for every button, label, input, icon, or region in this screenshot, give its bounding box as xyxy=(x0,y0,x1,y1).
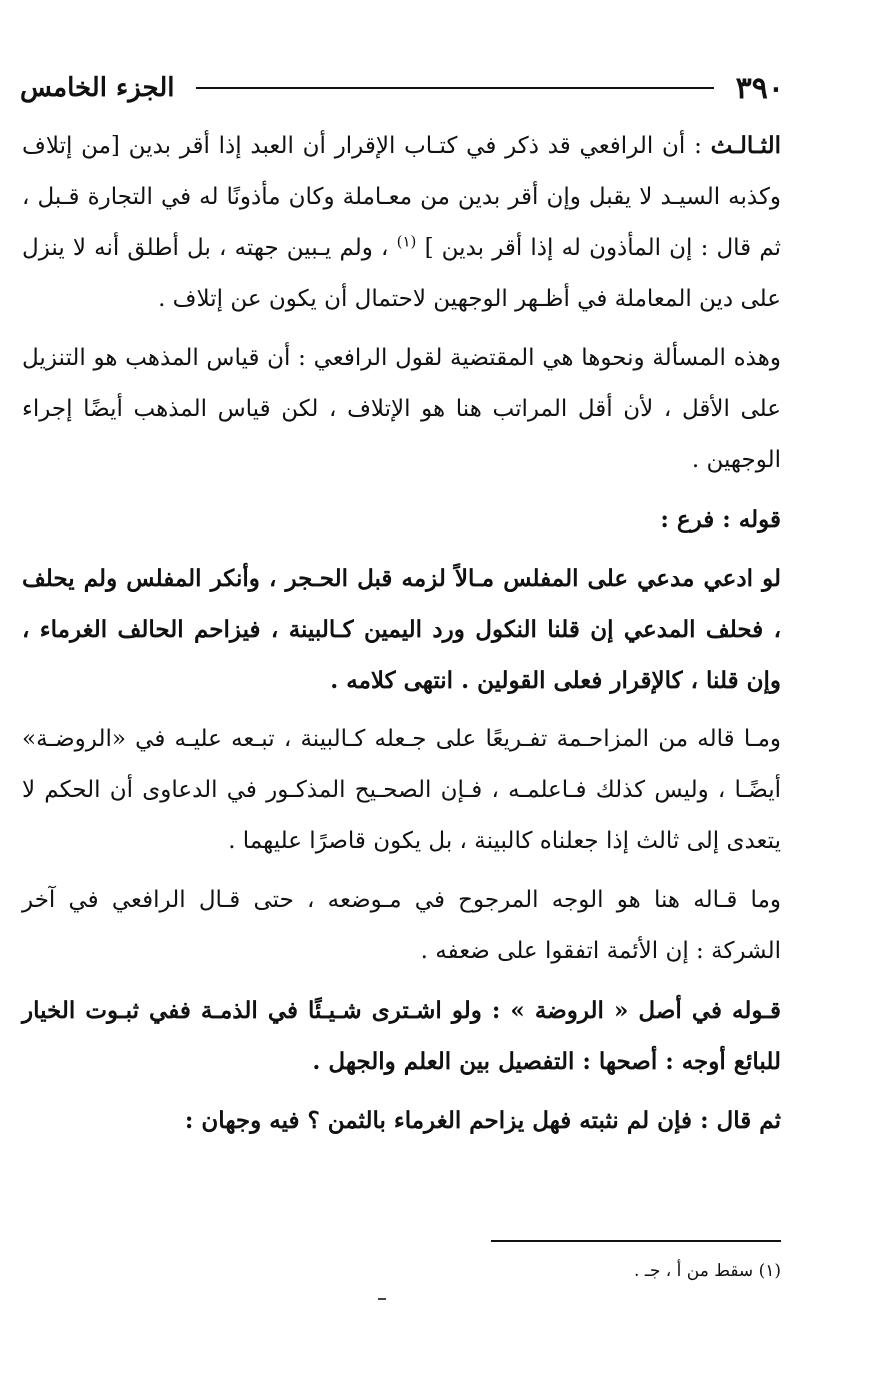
paragraph-2: وهذه المسألة ونحوها هي المقتضية لقول الرافعي : أن قياس المذهب هو التنزيل على الأقل ، لأن أقل المراتب هنا هو الإتلاف ، لكن قياس المذهب أيضًا إجراء الوجهين . xyxy=(22,345,781,473)
paragraph-7-quote: قـوله في أصل « الروضة » : ولو اشـترى شـيـئًا في الذمـة ففي ثبـوت الخيار للبائع أوجه : أصحها : التفصيل بين العلم والجهل . xyxy=(22,997,781,1075)
paragraph-5: ومـا قاله من المزاحـمة تفـريعًا على جـعله كـالبينة ، تبـعه عليـه في «الروضـة» أيضًـا ، وليس كذلك فـاعلمـه ، فـإن الصحـيح المذكـور في الدعاوى أن الحكم لا يتعدى إلى ثالث إذا جعلناه كالبينة ، بل يكون قاصرًا عليهما . xyxy=(22,726,781,854)
paragraph-4-quote: لو ادعي مدعي على المفلس مـالاً لزمه قبل الحـجر ، وأنكر المفلس ولم يحلف ، فحلف المدعي إن قلنا النكول ورد اليمين كـالبينة ، فيزاحم الحالف الغرماء ، وإن قلنا ، كالإقرار فعلى القولين . انتهى كلامه . xyxy=(22,565,781,694)
footnote: (١) سقط من أ ، جـ . xyxy=(634,1261,781,1281)
paragraph-8-quote: ثم قال : فإن لم نثبته فهل يزاحم الغرماء بالثمن ؟ فيه وجهان : xyxy=(184,1107,781,1134)
page-number: ٣٩٠ xyxy=(735,70,784,106)
footnote-reference: (١) xyxy=(396,232,417,251)
page-header xyxy=(20,64,784,112)
paragraph-3-heading: قوله : فرع : xyxy=(660,506,781,533)
footnote-rule xyxy=(491,1240,781,1242)
paragraph-1 xyxy=(22,120,781,325)
page-body xyxy=(22,120,781,1154)
print-mark xyxy=(378,1298,386,1300)
running-title: الجزء الخامس xyxy=(20,73,175,103)
paragraph-1-lead: الثـالـث xyxy=(710,132,782,159)
paragraph-6: وما قـاله هنا هو الوجه المرجوح في مـوضعه ، حتى قـال الرافعي في آخر الشركة : إن الأئمة اتفقوا على ضعفه . xyxy=(22,887,781,964)
paragraph-1-text: : أن الرافعي قد ذكر في كتـاب الإقرار أن العبد إذا أقر بدين [من إتلاف وكذبه السيـد لا يقبل وإن أقر بدين من معـاملة وكان مأذونًا له في التجارة قـبل ، ثم قال : إن المأذون له إذا أقر بدين ] xyxy=(22,133,782,261)
header-rule xyxy=(196,87,713,89)
paragraph-1-tail: ، ولم يـبين جهته ، بل أطلق أنه لا ينزل على دين المعاملة في أظـهر الوجهين لاحتمال أن يكون عن إتلاف . xyxy=(22,235,781,312)
